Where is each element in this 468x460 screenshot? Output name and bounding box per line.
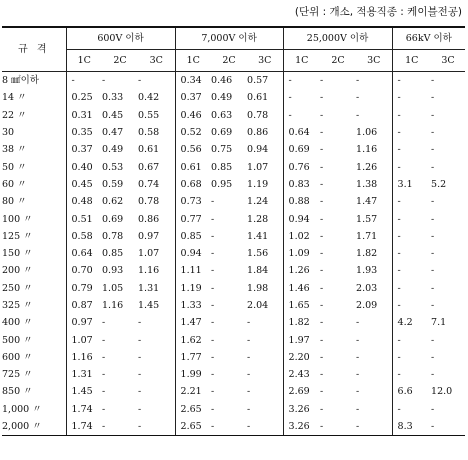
row-value: 0.94	[247, 144, 269, 156]
row-value: -	[211, 369, 215, 381]
table-row	[2, 349, 465, 366]
row-value: -	[247, 369, 251, 381]
row-value: 0.69	[283, 141, 320, 158]
row-value: -	[320, 317, 324, 329]
row-value: 0.68	[175, 176, 211, 193]
row-value: 2.65	[175, 418, 211, 436]
row-value: 0.69	[102, 213, 124, 225]
row-value: 2.09	[356, 300, 378, 311]
row-value: -	[392, 228, 431, 245]
row-value: -	[102, 351, 106, 363]
row-value: 1.16	[356, 144, 378, 156]
row-value: 0.35	[66, 124, 102, 141]
row-value: 0.95	[211, 178, 233, 190]
row-value: -	[320, 127, 324, 139]
row-value: -	[283, 72, 320, 90]
row-value: 0.93	[102, 265, 124, 277]
row-value: -	[211, 282, 215, 294]
row-value: 0.61	[175, 158, 211, 175]
row-value: 6.6	[392, 383, 431, 400]
row-value: -	[247, 403, 251, 415]
row-size: 50 〃	[2, 161, 27, 173]
row-value: 2.65	[175, 401, 211, 418]
row-value: 2.20	[283, 349, 320, 366]
row-size: 1,000 〃	[2, 403, 42, 415]
table-row	[2, 210, 465, 227]
row-value: -	[431, 265, 435, 277]
row-value: 1.98	[247, 282, 269, 294]
table-row	[2, 418, 465, 436]
row-value: 0.25	[66, 89, 102, 106]
row-value: -	[138, 317, 142, 329]
row-value: -	[283, 89, 320, 106]
row-value: 1.38	[356, 178, 378, 190]
header-66kv-3c: 3C	[431, 50, 465, 72]
row-value: -	[392, 280, 431, 297]
row-value: 1.47	[356, 196, 378, 208]
row-value: 2.03	[356, 282, 378, 294]
row-size: 725 〃	[2, 369, 33, 381]
row-value: -	[431, 300, 435, 311]
row-value: -	[431, 127, 435, 139]
row-value: -	[356, 351, 360, 363]
row-value: 0.48	[66, 193, 102, 210]
table-row	[2, 245, 465, 262]
row-value: 1.19	[247, 178, 269, 190]
row-value: -	[211, 248, 215, 260]
row-size: 325 〃	[2, 300, 33, 311]
row-value: -	[211, 317, 215, 329]
row-value: -	[138, 334, 142, 346]
row-value: 0.88	[283, 193, 320, 210]
row-value: -	[138, 369, 142, 381]
row-value: -	[320, 418, 356, 436]
cable-spec-table	[2, 26, 465, 436]
row-value: 0.61	[138, 144, 160, 156]
row-value: 1.82	[356, 248, 378, 260]
row-value: 0.62	[102, 196, 124, 208]
row-value: -	[211, 386, 215, 398]
row-value: -	[392, 141, 431, 158]
row-value: 3.26	[283, 401, 320, 418]
row-value: 0.40	[66, 158, 102, 175]
table-body	[2, 72, 465, 436]
row-value: 1.24	[247, 196, 269, 208]
header-600v-1c: 1C	[66, 50, 102, 72]
row-value: 1.56	[247, 248, 269, 260]
row-value: -	[247, 386, 251, 398]
row-value: -	[211, 230, 215, 242]
row-value: -	[102, 75, 106, 87]
row-value: 1.31	[66, 366, 102, 383]
row-value: 0.53	[102, 161, 124, 173]
row-value: 0.97	[66, 314, 102, 331]
row-size: 80 〃	[2, 196, 27, 208]
row-value: -	[320, 196, 324, 208]
row-value: 3.1	[392, 176, 431, 193]
row-value: -	[392, 349, 431, 366]
row-value: 7.1	[431, 317, 447, 329]
table-row	[2, 280, 465, 297]
row-value: -	[392, 245, 431, 262]
header-group-7000v: 7,000V 이하	[175, 27, 283, 50]
unit-note: (단위 : 개소, 적용직종 : 케이블전공)	[294, 6, 462, 18]
row-value: 2.69	[283, 383, 320, 400]
row-value: 1.06	[356, 127, 378, 139]
row-value: -	[431, 144, 435, 156]
row-value: -	[138, 75, 142, 87]
row-value: 1.31	[138, 282, 160, 294]
row-value: 0.94	[175, 245, 211, 262]
table-row	[2, 262, 465, 279]
row-value: -	[320, 178, 324, 190]
row-value: -	[431, 403, 435, 415]
table-row	[2, 141, 465, 158]
row-value: -	[356, 317, 360, 329]
row-value: -	[431, 248, 435, 260]
table-row	[2, 176, 465, 193]
row-value: 0.76	[283, 158, 320, 175]
row-size: 60 〃	[2, 178, 27, 190]
row-size: 125 〃	[2, 230, 33, 242]
row-value: -	[320, 248, 324, 260]
row-value: -	[431, 75, 435, 87]
row-value: -	[102, 369, 106, 381]
header-25000v-1c: 1C	[283, 50, 320, 72]
row-value: 0.47	[102, 127, 124, 139]
header-7000v-3c: 3C	[247, 50, 283, 72]
header-25000v-3c: 3C	[356, 50, 392, 72]
row-value: -	[247, 351, 251, 363]
row-value: -	[102, 418, 138, 436]
row-value: 0.58	[138, 127, 160, 139]
row-value: -	[320, 386, 324, 398]
row-value: -	[283, 107, 320, 124]
row-value: 0.86	[138, 213, 160, 225]
row-value: 1.74	[66, 418, 102, 436]
table-row	[2, 228, 465, 245]
row-value: 0.49	[211, 92, 233, 104]
row-value: 4.2	[392, 314, 431, 331]
header-66kv-1c: 1C	[392, 50, 431, 72]
row-value: 0.69	[211, 127, 233, 139]
row-value: -	[320, 92, 324, 104]
row-value: 1.26	[283, 262, 320, 279]
row-value: -	[392, 107, 431, 124]
header-group-600v: 600V 이하	[66, 27, 175, 50]
header-600v-2c: 2C	[102, 50, 138, 72]
row-value: 0.58	[66, 228, 102, 245]
row-value: 1.41	[247, 230, 269, 242]
row-value: 1.09	[283, 245, 320, 262]
row-value: 1.33	[175, 297, 211, 314]
row-value: 0.85	[102, 248, 124, 260]
row-value: 1.99	[175, 366, 211, 383]
table-row	[2, 107, 465, 124]
row-value: 0.45	[66, 176, 102, 193]
row-value: 0.52	[175, 124, 211, 141]
row-value: 0.56	[175, 141, 211, 158]
row-value: 1.26	[356, 161, 378, 173]
table-row	[2, 331, 465, 348]
row-value: 0.37	[66, 141, 102, 158]
row-value: -	[392, 158, 431, 175]
row-value: -	[320, 213, 324, 225]
table-row	[2, 366, 465, 383]
row-value: 2.04	[247, 300, 269, 311]
row-value: -	[392, 262, 431, 279]
row-value: -	[431, 213, 435, 225]
row-value: -	[138, 386, 142, 398]
row-value: 0.67	[138, 161, 160, 173]
row-value: 2.21	[175, 383, 211, 400]
row-value: 0.79	[66, 280, 102, 297]
row-value: -	[102, 334, 106, 346]
table-row	[2, 89, 465, 106]
row-value: 0.85	[175, 228, 211, 245]
header-25000v-2c: 2C	[320, 50, 356, 72]
row-value: -	[320, 75, 324, 87]
row-value: -	[356, 418, 392, 436]
row-value: 1.28	[247, 213, 269, 225]
row-value: 8.3	[392, 418, 431, 436]
row-size: 8 ㎟이하	[2, 75, 39, 87]
row-value: -	[392, 401, 431, 418]
header-group-25000v: 25,000V 이하	[283, 27, 392, 50]
row-value: -	[392, 89, 431, 106]
row-value: 1.05	[102, 282, 124, 294]
row-value: 1.82	[283, 314, 320, 331]
row-value: 1.74	[66, 401, 102, 418]
row-value: -	[320, 161, 324, 173]
row-size: 22 〃	[2, 109, 27, 121]
row-value: 1.16	[102, 300, 124, 311]
row-value: 0.59	[102, 178, 124, 190]
row-value: -	[211, 213, 215, 225]
row-value: 0.70	[66, 262, 102, 279]
table-row	[2, 124, 465, 141]
row-value: -	[431, 351, 435, 363]
header-size: 규 격	[2, 27, 66, 72]
row-value: 1.07	[247, 161, 269, 173]
row-value: 0.73	[175, 193, 211, 210]
table-row	[2, 383, 465, 400]
row-value: -	[356, 92, 360, 104]
row-value: 0.78	[102, 230, 124, 242]
row-value: 0.85	[211, 161, 233, 173]
row-value: -	[392, 193, 431, 210]
row-value: 0.33	[102, 92, 124, 104]
row-value: -	[392, 297, 431, 314]
row-value: -	[211, 300, 215, 311]
table-row	[2, 193, 465, 210]
row-value: -	[211, 196, 215, 208]
row-value: 0.61	[247, 92, 269, 104]
row-size: 150 〃	[2, 248, 33, 260]
row-value: 1.46	[283, 280, 320, 297]
row-value: -	[320, 369, 324, 381]
row-value: 0.57	[247, 75, 269, 87]
row-value: 0.83	[283, 176, 320, 193]
row-value: 0.77	[175, 210, 211, 227]
row-value: 0.78	[247, 109, 269, 121]
row-value: -	[320, 109, 324, 121]
row-value: 1.93	[356, 265, 378, 277]
row-value: 1.11	[175, 262, 211, 279]
row-value: -	[356, 386, 360, 398]
row-value: 0.97	[138, 230, 160, 242]
row-value: 1.19	[175, 280, 211, 297]
row-value: -	[247, 418, 283, 436]
row-value: -	[320, 230, 324, 242]
row-value: 1.45	[138, 300, 160, 311]
table-row	[2, 297, 465, 314]
row-value: -	[356, 403, 360, 415]
row-value: -	[356, 369, 360, 381]
row-value: 0.55	[138, 109, 160, 121]
row-value: 0.78	[138, 196, 160, 208]
header-600v-3c: 3C	[138, 50, 175, 72]
row-value: 0.42	[138, 92, 160, 104]
row-value: 1.57	[356, 213, 378, 225]
row-value: -	[138, 403, 142, 415]
row-size: 200 〃	[2, 265, 33, 277]
row-value: 1.71	[356, 230, 378, 242]
table-row	[2, 401, 465, 418]
table-row	[2, 72, 465, 90]
row-value: 0.64	[66, 245, 102, 262]
row-value: 2.43	[283, 366, 320, 383]
row-size: 600 〃	[2, 351, 33, 363]
row-value: 0.51	[66, 210, 102, 227]
row-value: -	[392, 210, 431, 227]
row-value: -	[431, 418, 465, 436]
row-value: 1.16	[66, 349, 102, 366]
header-7000v-2c: 2C	[211, 50, 247, 72]
row-value: 12.0	[431, 386, 453, 398]
row-value: -	[431, 282, 435, 294]
row-value: -	[392, 366, 431, 383]
row-value: 0.75	[211, 144, 233, 156]
row-value: 0.63	[211, 109, 233, 121]
row-value: 0.46	[175, 107, 211, 124]
row-size: 14 〃	[2, 92, 27, 104]
row-size: 500 〃	[2, 334, 33, 346]
row-value: 1.07	[138, 248, 160, 260]
row-value: 1.07	[66, 331, 102, 348]
row-value: -	[66, 72, 102, 90]
row-value: -	[320, 403, 324, 415]
row-size: 850 〃	[2, 386, 33, 398]
row-value: 1.16	[138, 265, 160, 277]
row-value: 1.45	[66, 383, 102, 400]
row-value: -	[392, 72, 431, 90]
row-value: 5.2	[431, 178, 447, 190]
row-value: -	[431, 196, 435, 208]
row-value: 1.77	[175, 349, 211, 366]
row-value: 0.31	[66, 107, 102, 124]
row-value: -	[431, 369, 435, 381]
row-value: -	[356, 75, 360, 87]
row-value: -	[431, 92, 435, 104]
row-value: -	[320, 144, 324, 156]
row-value: -	[431, 230, 435, 242]
row-value: -	[211, 334, 215, 346]
row-value: -	[102, 317, 106, 329]
row-value: -	[431, 161, 435, 173]
row-value: 1.02	[283, 228, 320, 245]
row-value: 1.84	[247, 265, 269, 277]
row-value: -	[138, 351, 142, 363]
row-value: 3.26	[283, 418, 320, 436]
row-value: -	[320, 300, 324, 311]
row-value: 1.62	[175, 331, 211, 348]
row-size: 30	[2, 127, 15, 139]
row-value: -	[320, 282, 324, 294]
row-value: 0.94	[283, 210, 320, 227]
table-row	[2, 314, 465, 331]
row-value: 1.65	[283, 297, 320, 314]
row-value: 0.45	[102, 109, 124, 121]
row-value: -	[247, 334, 251, 346]
row-value: -	[356, 334, 360, 346]
row-value: -	[320, 351, 324, 363]
row-size: 38 〃	[2, 144, 27, 156]
row-value: 1.97	[283, 331, 320, 348]
row-value: -	[211, 265, 215, 277]
row-value: -	[211, 403, 215, 415]
row-value: 0.37	[175, 89, 211, 106]
row-value: -	[392, 124, 431, 141]
row-value: -	[320, 334, 324, 346]
row-value: -	[320, 265, 324, 277]
row-size: 250 〃	[2, 282, 33, 294]
row-value: 1.47	[175, 314, 211, 331]
row-value: -	[392, 331, 431, 348]
row-value: -	[138, 418, 175, 436]
row-size: 100 〃	[2, 213, 33, 225]
table-row	[2, 158, 465, 175]
row-size: 2,000 〃	[2, 418, 66, 436]
row-size: 400 〃	[2, 317, 33, 329]
row-value: -	[356, 109, 360, 121]
row-value: -	[102, 403, 106, 415]
header-7000v-1c: 1C	[175, 50, 211, 72]
row-value: -	[247, 317, 251, 329]
row-value: 0.64	[283, 124, 320, 141]
row-value: -	[431, 334, 435, 346]
row-value: -	[211, 351, 215, 363]
row-value: 0.34	[175, 72, 211, 90]
row-value: 0.46	[211, 75, 233, 87]
row-value: 0.49	[102, 144, 124, 156]
row-value: -	[211, 418, 247, 436]
row-value: 0.87	[66, 297, 102, 314]
row-value: -	[102, 386, 106, 398]
row-value: 0.74	[138, 178, 160, 190]
header-group-66kv: 66kV 이하	[392, 27, 465, 50]
row-value: -	[431, 109, 435, 121]
row-value: 0.86	[247, 127, 269, 139]
